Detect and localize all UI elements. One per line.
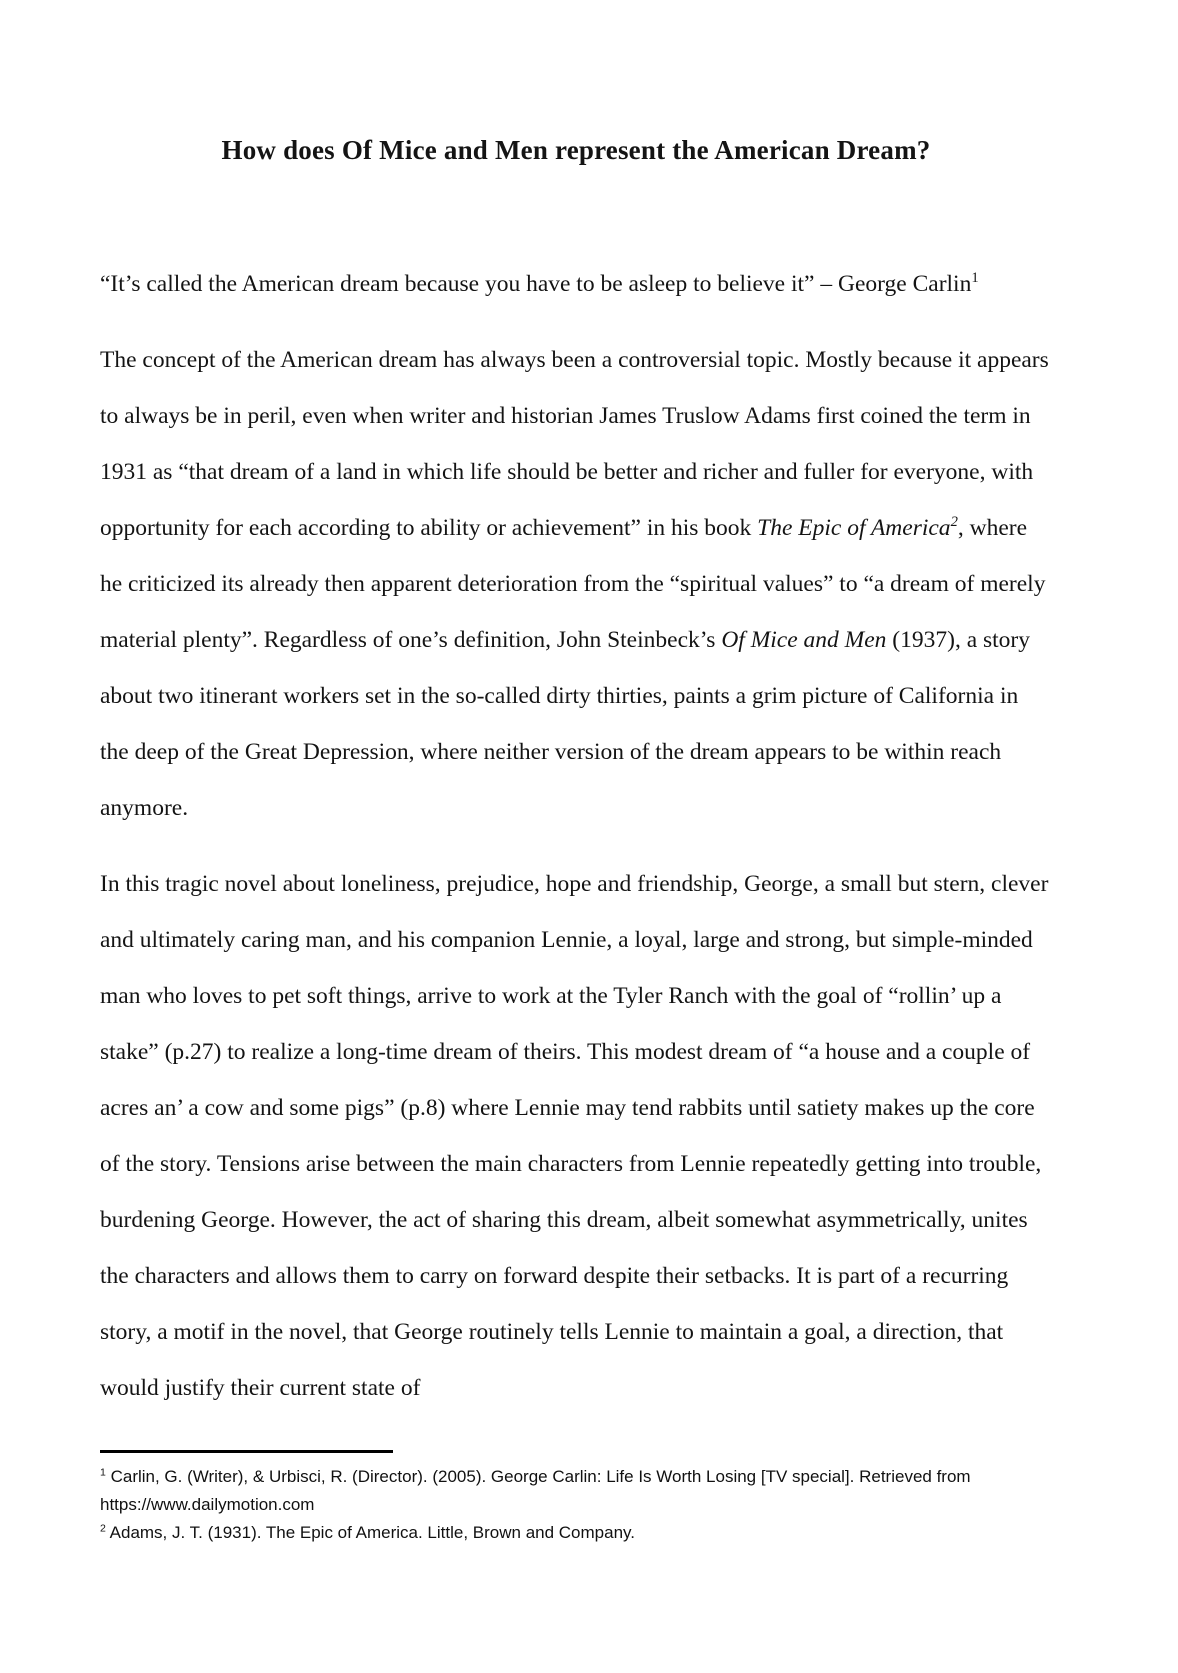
- text-run: 2: [100, 1522, 106, 1535]
- document-body: [100, 132, 1052, 1436]
- epigraph-quote: [100, 256, 1052, 312]
- text-run: The Epic of America: [757, 515, 951, 541]
- footnotes-section: [100, 1450, 1105, 1547]
- footnote-separator-rule: [100, 1450, 393, 1453]
- text-run: , where he criticized its already then apparent deterioration from the “spiritual values” to “a dream of merely material plenty”. Regardless of one’s definition, John Steinbeck’s: [100, 515, 1046, 653]
- text-run: https://www.dailymotion.com: [100, 1495, 315, 1514]
- text-run: 2: [950, 514, 958, 531]
- text-run: Carlin, G. (Writer), & Urbisci, R. (Director). (2005). George Carlin: Life Is Worth Losing [TV special]. Retrieved from: [105, 1467, 971, 1486]
- text-run: (1937), a story about two itinerant workers set in the so-called dirty thirties, paints a grim picture of California in the deep of the Great Depression, where neither version of the dream appears to be within reach anymore.: [100, 627, 1031, 821]
- text-run: “It’s called the American dream because you have to be asleep to believe it” – George Carlin: [100, 271, 972, 297]
- footnote-2: [100, 1519, 1105, 1547]
- body-paragraph-2: [100, 856, 1052, 1416]
- text-run: The concept of the American dream has always been a controversial topic. Mostly because it appears to always be in peril, even when writer and historian James Truslow Adams first coined the term in 1931 as “that dream of a land in which life should be better and richer and fuller for everyone, with opportunity for each according to ability or achievement” in his book: [100, 347, 1049, 541]
- page-title: How does Of Mice and Men represent the American Dream?: [221, 135, 931, 165]
- text-run: 1: [971, 270, 979, 287]
- text-run: Adams, J. T. (1931). The Epic of America. Little, Brown and Company.: [105, 1523, 636, 1542]
- text-run: 1: [100, 1466, 106, 1479]
- footnote-1: [100, 1463, 1105, 1519]
- text-run: In this tragic novel about loneliness, prejudice, hope and friendship, George, a small but stern, clever and ultimately caring man, and his companion Lennie, a loyal, large and strong, but simple-minded man who loves to pet soft things, arrive to work at the Tyler Ranch with the goal of “rollin’ up a stake” (p.27) to realize a long-time dream of theirs. This modest dream of “a house and a couple of acres an’ a cow and some pigs” (p.8) where Lennie may tend rabbits until satiety makes up the core of the story. Tensions arise between the main characters from Lennie repeatedly getting into trouble, burdening George. However, the act of sharing this dream, albeit somewhat asymmetrically, unites the characters and allows them to carry on forward despite their setbacks. It is part of a recurring story, a motif in the novel, that George routinely tells Lennie to maintain a goal, a direction, that would justify their current state of: [100, 871, 1049, 1401]
- body-paragraph-1: [100, 332, 1052, 836]
- text-run: Of Mice and Men: [721, 627, 887, 653]
